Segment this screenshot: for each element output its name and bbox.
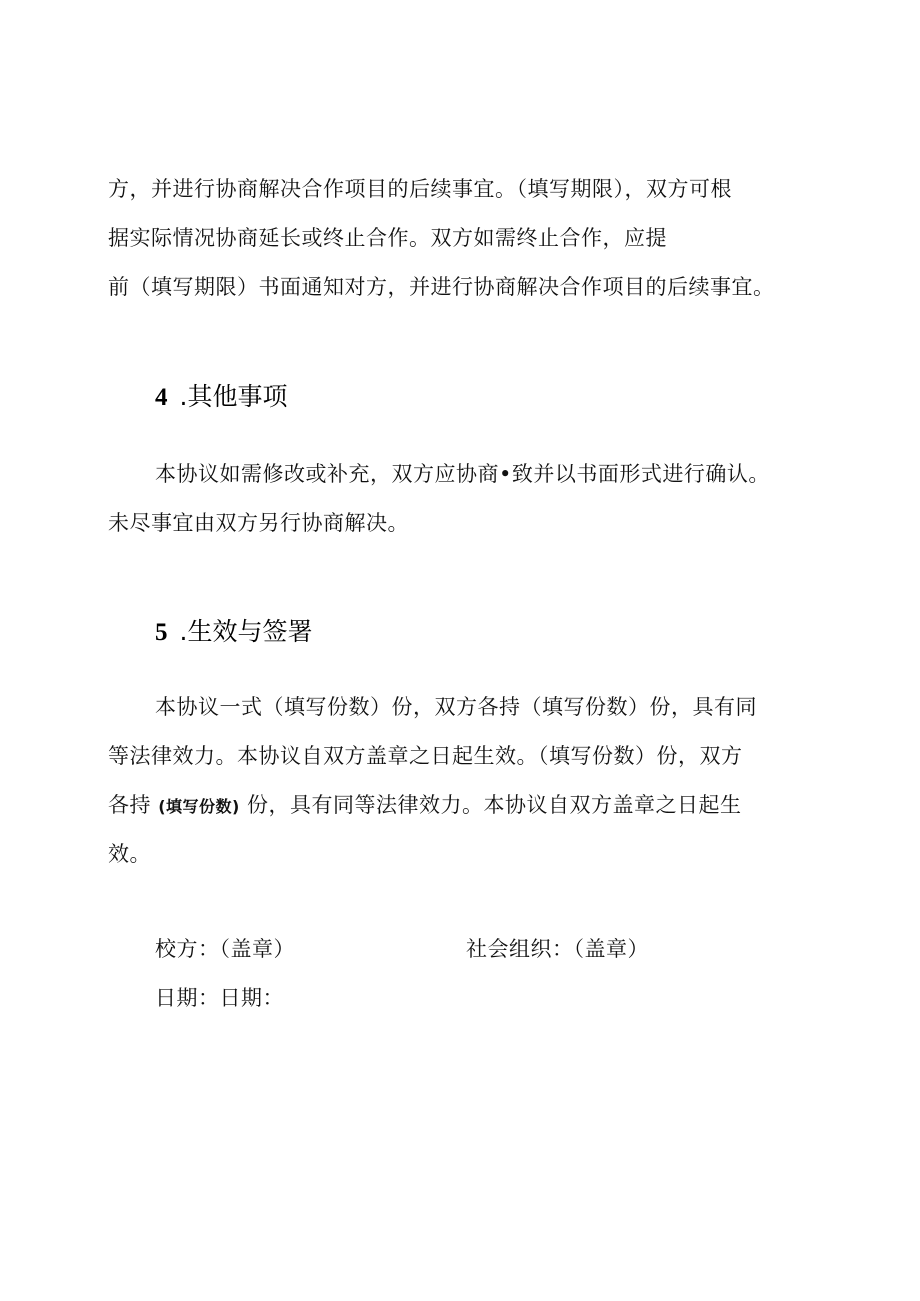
section-number: 5 — [155, 619, 168, 646]
text-fragment: 各持 — [108, 793, 151, 817]
placeholder-fragment: (填写份数) — [158, 797, 240, 816]
section-heading-effect-signing — [155, 617, 312, 648]
paragraph-line: 未尽事宜由双方另行协商解决。 — [108, 511, 409, 535]
date-labels: 日期：日期： — [155, 986, 284, 1010]
section-title: .其他事项 — [179, 382, 288, 411]
section-heading-other-matters — [155, 382, 287, 413]
section-number: 4 — [155, 384, 168, 411]
paragraph-line: 方，并进行协商解决合作项目的后续事宜。（填写期限），双方可根 — [108, 177, 732, 201]
text-fragment: 份，具有同等法律效力。本协议自双方盖章之日起生 — [247, 793, 742, 817]
school-seal-label: 校方：（盖章） — [155, 937, 295, 961]
paragraph-line: 本协议一式（填写份数）份，双方各持（填写份数）份，具有同 — [155, 695, 757, 719]
paragraph-line: 效。 — [108, 842, 151, 866]
paragraph-line: 本协议如需修改或补充，双方应协商•致并以书面形式进行确认。 — [155, 462, 770, 486]
organization-seal-label: 社会组织：（盖章） — [466, 937, 649, 961]
section-title: .生效与签署 — [179, 617, 313, 646]
paragraph-line: 等法律效力。本协议自双方盖章之日起生效。（填写份数）份，双方 — [108, 744, 743, 768]
paragraph-line: 前（填写期限）书面通知对方，并进行协商解决合作项目的后续事宜。 — [108, 275, 775, 299]
paragraph-line: 据实际情况协商延长或终止合作。双方如需终止合作，应提 — [108, 226, 667, 250]
paragraph-line — [108, 792, 742, 820]
